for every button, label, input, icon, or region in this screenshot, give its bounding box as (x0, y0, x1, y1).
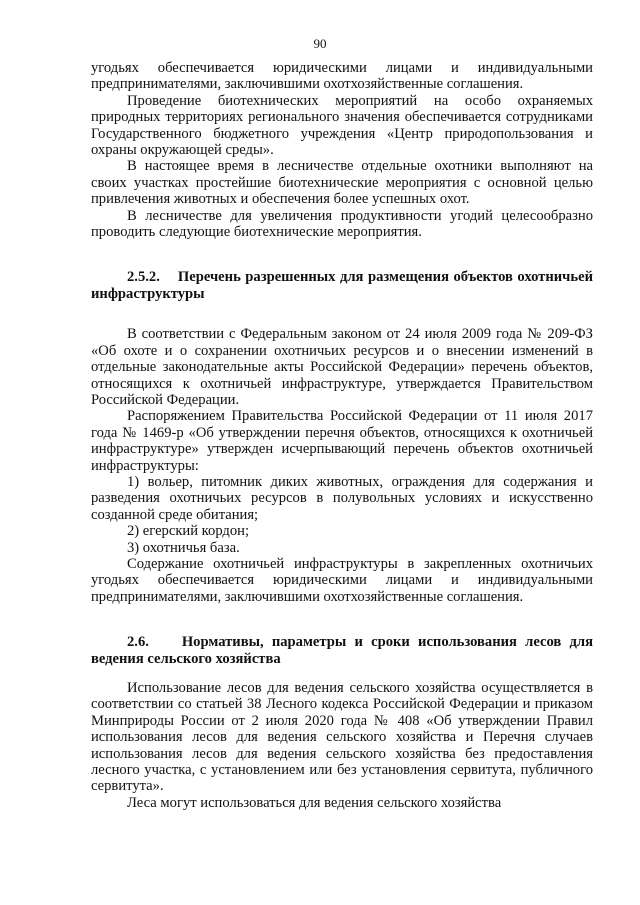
paragraph: Содержание охотничьей инфраструктуры в закрепленных охотничьих угодьях обеспечивается юридическими лицами и индивидуальными предпринимателями, заключившими охотхозяйственные соглашения. (91, 555, 593, 605)
paragraph: В соответствии с Федеральным законом от 24 июля 2009 года № 209-ФЗ «Об охоте и о сохранении охотничьих ресурсов и о внесении изменений в отдельные законодательные акты Российской Федерации» перечень объектов, относящихся к охотничьей инфраструктуре, утверждается Правительством Российской Федерации. (91, 326, 593, 408)
list-item: 2) егерский кордон; (127, 523, 250, 540)
section-number: 2.6. (127, 634, 149, 651)
paragraph: В настоящее время в лесничестве отдельные охотники выполняют на своих участках простейшие биотехнические мероприятия с основной целью привлечения животных и обеспечения более успешных охот. (91, 158, 593, 208)
list-item: 3) охотничья база. (127, 539, 240, 556)
section-heading-2-6 (91, 634, 593, 667)
paragraph: Распоряжением Правительства Российской Федерации от 11 июля 2017 года № 1469-р «Об утверждении перечня объектов, относящихся к охотничьей инфраструктуре» утвержден исчерпывающий перечень объектов охотничьей инфраструктуры: (91, 408, 593, 474)
section-heading-2-5-2 (91, 269, 593, 302)
page-content (91, 60, 593, 811)
paragraph: Использование лесов для ведения сельского хозяйства осуществляется в соответствии со статьей 38 Лесного кодекса Российской Федерации и приказом Минприроды России от 2 июля 2020 года № 408 «Об утверждении Правил использования лесов для ведения сельского хозяйства и Перечня случаев использования лесов для ведения сельского хозяйства без предоставления лесного участка, с установлением или без установления сервитута, публичного сервитута». (91, 680, 593, 795)
page-number: 90 (313, 36, 327, 51)
paragraph: угодьях обеспечивается юридическими лицами и индивидуальными предпринимателями, заключившими охотхозяйственные соглашения. (91, 60, 593, 93)
section-title: Нормативы, параметры и сроки использования лесов для ведения сельского хозяйства (91, 634, 594, 667)
paragraph: Леса могут использоваться для ведения сельского хозяйства (127, 794, 502, 811)
section-title: Перечень разрешенных для размещения объектов охотничьей инфраструктуры (91, 269, 593, 302)
paragraph: Проведение биотехнических мероприятий на особо охраняемых природных территориях регионального значения обеспечивается сотрудниками Государственного бюджетного учреждения «Центр природопользования и охраны окружающей среды». (91, 92, 593, 159)
section-number: 2.5.2. (127, 269, 160, 286)
paragraph: В лесничестве для увеличения продуктивности угодий целесообразно проводить следующие биотехнические мероприятия. (91, 207, 593, 241)
list-item: 1) вольер, питомник диких животных, ограждения для содержания и разведения охотничьих ресурсов в полувольных условиях и искусственно созданной среде обитания; (91, 473, 593, 523)
